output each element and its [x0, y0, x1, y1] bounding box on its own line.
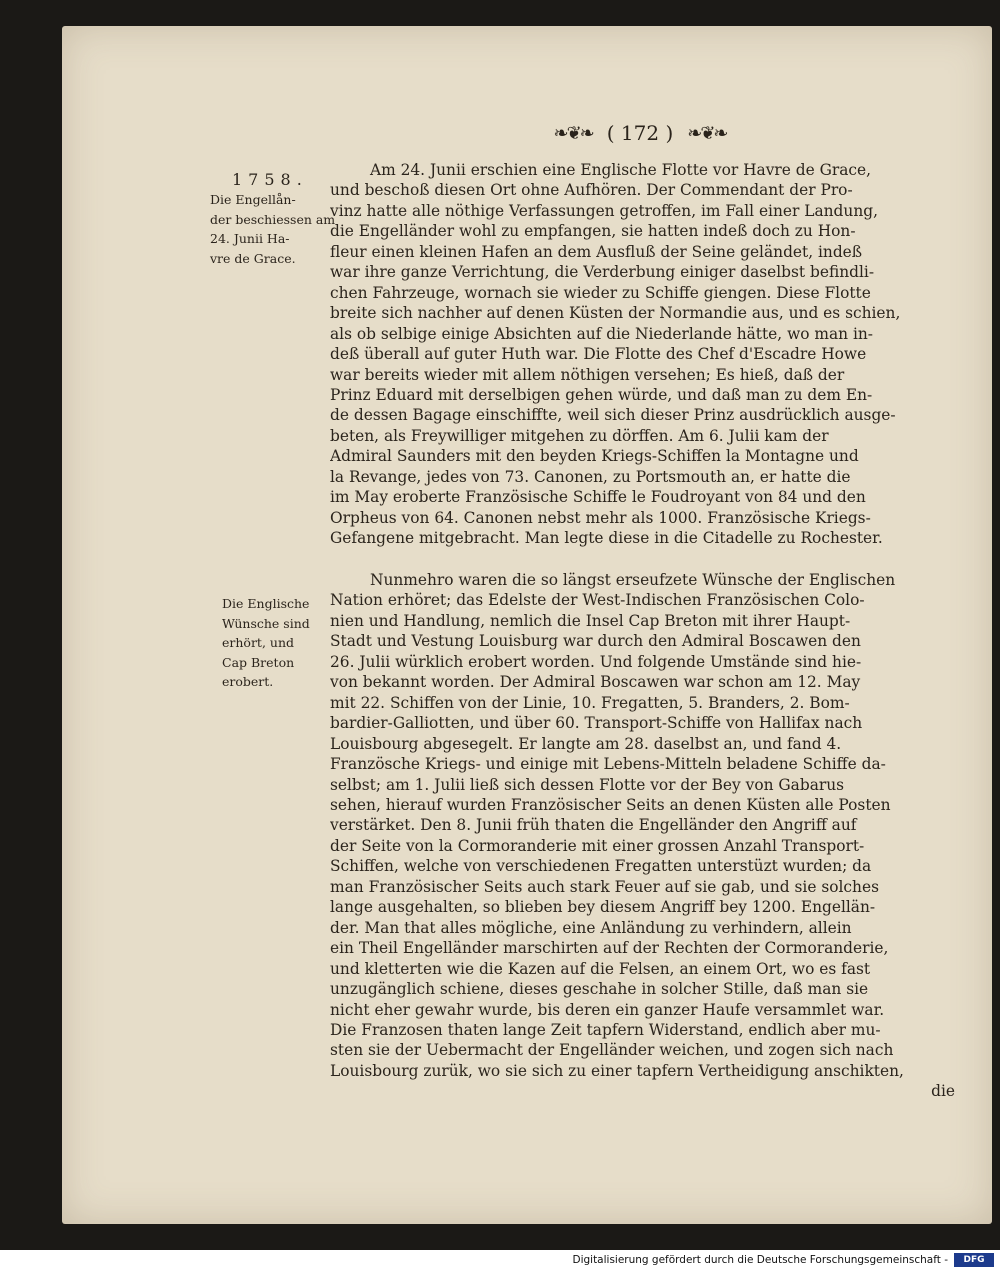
text-line: ein Theil Engelländer marschirten auf der Rechten der Cormoranderie,	[330, 939, 889, 958]
text-line: selbst; am 1. Julii ließ sich dessen Flotte vor der Bey von Gabarus	[330, 775, 845, 794]
margin-note-havre	[210, 170, 336, 268]
text-line: die Engelländer wohl zu empfangen, sie hatten indeß doch zu Hon-	[330, 222, 856, 241]
right-ornament-icon: ❧❦❧	[687, 122, 727, 144]
dfg-logo-icon: DFG	[954, 1253, 994, 1267]
left-ornament-icon: ❧❦❧	[553, 122, 593, 144]
text-line: war ihre ganze Verrichtung, die Verderbung einiger daselbst befindli-	[330, 263, 875, 282]
text-line: Orpheus von 64. Canonen nebst mehr als 1000. Französische Kriegs-	[330, 508, 871, 527]
text-line: Stadt und Vestung Louisburg war durch den Admiral Boscawen den	[330, 632, 861, 651]
text-line: Am 24. Junii erschien eine Englische Flotte vor Havre de Grace,	[370, 161, 872, 179]
text-line: Die Franzosen thaten lange Zeit tapfern Widerstand, endlich aber mu-	[330, 1020, 881, 1039]
text-line: de dessen Bagage einschiffte, weil sich dieser Prinz ausdrücklich ausge-	[330, 406, 896, 425]
text-line: Nation erhöret; das Edelste der West-Indischen Französischen Colo-	[330, 591, 865, 610]
funding-credit: Digitalisierung gefördert durch die Deutsche Forschungsgemeinschaft -	[572, 1254, 948, 1266]
margin-note-line: Wünsche sind	[222, 615, 310, 631]
text-line: Schiffen, welche von verschiedenen Fregatten unterstüzt wurden; da	[330, 857, 872, 876]
text-line: im May eroberte Französische Schiffe le Foudroyant von 84 und den	[330, 488, 866, 507]
margin-note-line: vre de Grace.	[210, 250, 296, 266]
text-line: Französche Kriegs- und einige mit Lebens-Mitteln beladene Schiffe da-	[330, 755, 886, 774]
text-line: und kletterten wie die Kazen auf die Felsen, an einem Ort, wo es fast	[330, 959, 871, 978]
paragraph-1	[330, 160, 955, 549]
text-line: Nunmehro waren die so längst erseufzete Wünsche der Englischen	[370, 571, 896, 589]
text-line: bardier-Galliotten, und über 60. Transport-Schiffe von Hallifax nach	[330, 714, 863, 733]
margin-note-line: erhört, und	[222, 635, 294, 651]
page-header	[530, 118, 750, 148]
text-line: der. Man that alles mögliche, eine Anländung zu verhindern, allein	[330, 918, 852, 937]
catchword: die	[931, 1082, 955, 1101]
text-line: von bekannt worden. Der Admiral Boscawen war schon am 12. May	[330, 673, 861, 692]
margin-note-line: Die Engellån-	[210, 192, 296, 207]
text-line: la Revange, jedes von 73. Canonen, zu Portsmouth an, er hatte die	[330, 467, 851, 486]
text-line: unzugänglich schiene, dieses geschahe in solcher Stille, daß man sie	[330, 980, 869, 999]
text-line: beten, als Freywilliger mitgehen zu dörffen. Am 6. Julii kam der	[330, 426, 829, 445]
text-line: Louisbourg abgesegelt. Er langte am 28. daselbst an, und fand 4.	[330, 734, 842, 753]
margin-note-line: erobert.	[222, 674, 274, 690]
text-line: sten sie der Uebermacht der Engelländer weichen, und zogen sich nach	[330, 1041, 894, 1060]
text-line: breite sich nachher auf denen Küsten der Normandie aus, und es schien,	[330, 304, 901, 323]
text-line: Admiral Saunders mit den beyden Kriegs-Schiffen la Montagne und	[330, 447, 859, 466]
margin-note-line: der beschiessen am	[210, 211, 336, 227]
text-line: als ob selbige einige Absichten auf die Niederlande hätte, wo man in-	[330, 324, 874, 343]
margin-note-cap-breton	[222, 594, 332, 692]
text-line: nien und Handlung, nemlich die Insel Cap Breton mit ihrer Haupt-	[330, 611, 851, 630]
margin-note-line: Die Englische	[222, 596, 310, 611]
margin-year: 1758.	[232, 170, 308, 189]
footer-bar	[0, 1250, 1000, 1271]
text-line: Louisbourg zurük, wo sie sich zu einer tapfern Vertheidigung anschikten,	[330, 1061, 904, 1080]
text-line: fleur einen kleinen Hafen an dem Ausfluß der Seine geländet, indeß	[330, 242, 863, 261]
text-line: man Französischer Seits auch stark Feuer auf sie gab, und sie solches	[330, 877, 879, 896]
text-line: verstärket. Den 8. Junii früh thaten die Engelländer den Angriff auf	[330, 816, 857, 835]
text-line: der Seite von la Cormoranderie mit einer grossen Anzahl Transport-	[330, 836, 865, 855]
text-line: nicht eher gewahr wurde, bis deren ein ganzer Haufe versammlet war.	[330, 1000, 885, 1019]
text-line: 26. Julii würklich erobert worden. Und folgende Umstände sind hie-	[330, 652, 862, 671]
text-line: und beschoß diesen Ort ohne Aufhören. Der Commendant der Pro-	[330, 181, 853, 200]
paragraph-2	[330, 570, 955, 1102]
text-line: vinz hatte alle nöthige Verfassungen getroffen, im Fall einer Landung,	[330, 201, 878, 220]
text-line: deß überall auf guter Huth war. Die Flotte des Chef d'Escadre Howe	[330, 345, 867, 364]
text-line: mit 22. Schiffen von der Linie, 10. Fregatten, 5. Branders, 2. Bom-	[330, 693, 850, 712]
page-number: ( 172 )	[606, 121, 674, 145]
text-line: chen Fahrzeuge, wornach sie wieder zu Schiffe giengen. Diese Flotte	[330, 283, 871, 302]
text-line: Prinz Eduard mit derselbigen gehen würde, und daß man zu dem En-	[330, 385, 873, 404]
text-line: sehen, hierauf wurden Französischer Seits an denen Küsten alle Posten	[330, 795, 891, 814]
text-line: Gefangene mitgebracht. Man legte diese in die Citadelle zu Rochester.	[330, 529, 883, 548]
margin-note-line: Cap Breton	[222, 654, 295, 670]
text-line: war bereits wieder mit allem nöthigen versehen; Es hieß, daß der	[330, 365, 845, 384]
margin-note-line: 24. Junii Ha-	[210, 231, 290, 247]
text-line: lange ausgehalten, so blieben bey diesem Angriff bey 1200. Engellän-	[330, 898, 876, 917]
